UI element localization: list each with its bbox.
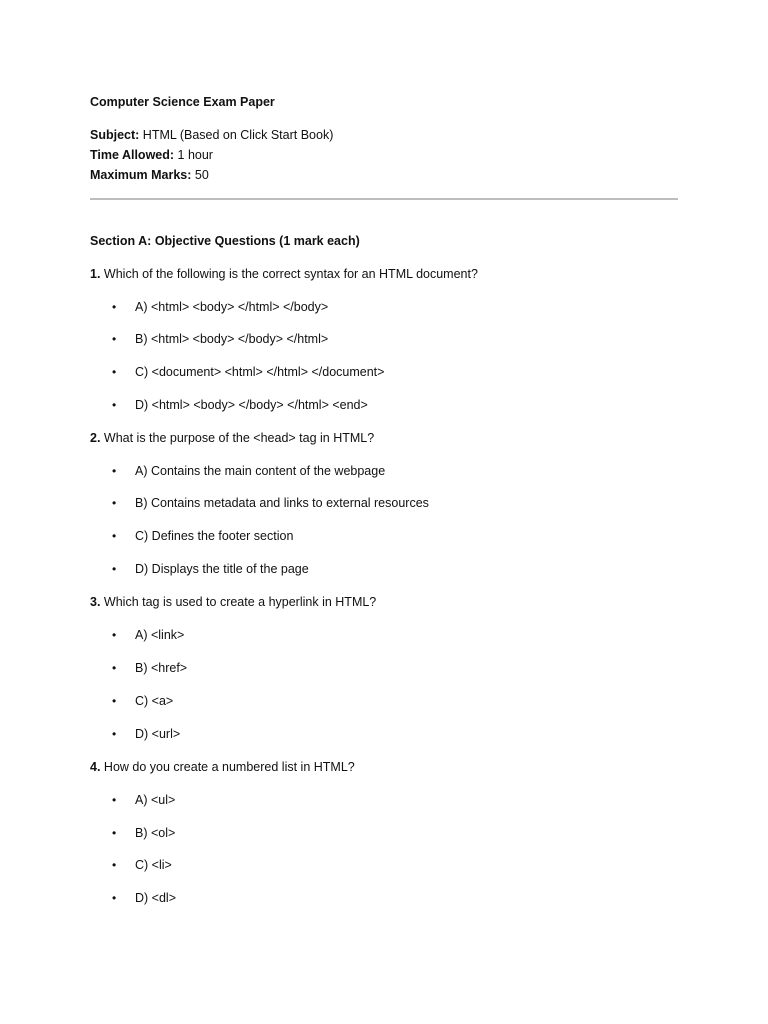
option-text: A) Contains the main content of the webpage <box>135 464 386 478</box>
bullet-icon: • <box>112 529 117 543</box>
time-allowed-line <box>90 147 213 163</box>
option-3d <box>112 726 180 742</box>
option-text: A) <link> <box>135 628 185 642</box>
maximum-marks-label: Maximum Marks: <box>90 168 192 182</box>
option-3c <box>112 693 173 709</box>
option-text: C) Defines the footer section <box>135 529 294 543</box>
question-text: Which tag is used to create a hyperlink in HTML? <box>100 595 377 609</box>
bullet-icon: • <box>112 496 117 510</box>
question-number: 2. <box>90 431 101 445</box>
maximum-marks-value: 50 <box>191 168 209 182</box>
option-text: A) <html> <body> </html> </body> <box>135 300 329 314</box>
bullet-icon: • <box>112 300 117 314</box>
option-2a <box>112 463 385 479</box>
option-text: D) <url> <box>135 727 181 741</box>
bullet-icon: • <box>112 661 117 675</box>
option-text: C) <li> <box>135 858 172 872</box>
option-4a <box>112 792 175 808</box>
option-4c <box>112 857 172 873</box>
bullet-icon: • <box>112 727 117 741</box>
option-3b <box>112 660 187 676</box>
question-3 <box>90 594 376 610</box>
option-text: B) <href> <box>135 661 188 675</box>
option-text: B) Contains metadata and links to external resources <box>135 496 429 510</box>
option-4b <box>112 825 175 841</box>
subject-value: HTML (Based on Click Start Book) <box>139 128 334 142</box>
bullet-icon: • <box>112 891 117 905</box>
time-allowed-label: Time Allowed: <box>90 148 175 162</box>
option-1d <box>112 397 368 413</box>
option-text: D) <dl> <box>135 891 176 905</box>
bullet-icon: • <box>112 826 117 840</box>
option-2b <box>112 495 429 511</box>
option-text: C) <document> <html> </html> </document> <box>135 365 385 379</box>
bullet-icon: • <box>112 464 117 478</box>
question-number: 1. <box>90 267 101 281</box>
option-text: B) <html> <body> </body> </html> <box>135 332 329 346</box>
question-text: What is the purpose of the <head> tag in HTML? <box>100 431 375 445</box>
option-4d <box>112 890 176 906</box>
option-1a <box>112 299 328 315</box>
option-text: C) <a> <box>135 694 174 708</box>
bullet-icon: • <box>112 332 117 346</box>
question-number: 3. <box>90 595 101 609</box>
question-text: Which of the following is the correct syntax for an HTML document? <box>100 267 478 281</box>
option-text: D) Displays the title of the page <box>135 562 309 576</box>
bullet-icon: • <box>112 365 117 379</box>
option-text: B) <ol> <box>135 826 176 840</box>
bullet-icon: • <box>112 562 117 576</box>
bullet-icon: • <box>112 793 117 807</box>
question-1 <box>90 266 478 282</box>
bullet-icon: • <box>112 398 117 412</box>
question-2 <box>90 430 374 446</box>
time-allowed-value: 1 hour <box>174 148 213 162</box>
section-title: Section A: Objective Questions (1 mark each) <box>90 234 360 248</box>
document-title: Computer Science Exam Paper <box>90 95 275 109</box>
bullet-icon: • <box>112 628 117 642</box>
option-text: A) <ul> <box>135 793 176 807</box>
horizontal-divider <box>90 198 678 200</box>
maximum-marks-line <box>90 167 209 183</box>
subject-line <box>90 127 333 143</box>
question-4 <box>90 759 355 775</box>
option-text: D) <html> <body> </body> </html> <end> <box>135 398 368 412</box>
question-text: How do you create a numbered list in HTML? <box>100 760 355 774</box>
option-2c <box>112 528 293 544</box>
option-3a <box>112 627 184 643</box>
option-1b <box>112 331 328 347</box>
question-number: 4. <box>90 760 101 774</box>
bullet-icon: • <box>112 858 117 872</box>
bullet-icon: • <box>112 694 117 708</box>
option-1c <box>112 364 384 380</box>
subject-label: Subject: <box>90 128 140 142</box>
option-2d <box>112 561 309 577</box>
